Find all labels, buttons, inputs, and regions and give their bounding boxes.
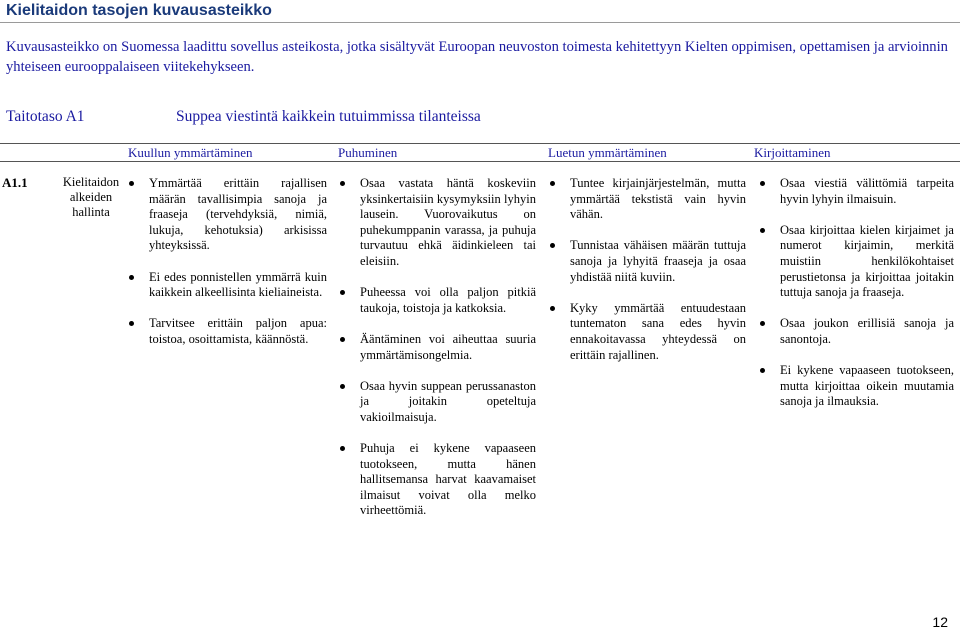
level-description: Suppea viestintä kaikkein tutuimmissa tilanteissa — [176, 108, 481, 125]
list-item: Tunnistaa vähäisen määrän tuttuja sanoja ja lyhyitä fraaseja ja osaa yhdistää niitä kuviin. — [548, 238, 746, 285]
listening-column — [127, 176, 327, 363]
list-item: Tarvitsee erittäin paljon apua: toistoa, osoittamista, käännöstä. — [127, 316, 327, 347]
column-header-listening: Kuullun ymmärtäminen — [128, 145, 253, 160]
column-header-writing: Kirjoittaminen — [754, 145, 831, 160]
list-item: Ymmärtää erittäin rajallisen määrän tavallisimpia sanoja ja fraaseja (tervehdyksiä, nimiä, lukuja, kehotuksia) arkisissa yhteyksissä. — [127, 176, 327, 254]
intro-paragraph: Kuvausasteikko on Suomessa laadittu sovellus asteikosta, jotka sisältyvät Euroopan neuvoston toimesta kehitettyyn Kielten oppimisen, opettamisen ja arvioinnin yhteiseen eurooppalaiseen viitekehykseen. — [6, 39, 948, 75]
list-item: Puheessa voi olla paljon pitkiä taukoja, toistoja ja katkoksia. — [338, 285, 536, 316]
list-item: Kyky ymmärtää entuudestaan tuntematon sana edes hyvin ennakoitavassa yhteydessä on erittäin rajallinen. — [548, 301, 746, 363]
column-header-reading: Luetun ymmärtäminen — [548, 145, 667, 160]
speaking-column — [338, 176, 536, 535]
reading-column — [548, 176, 746, 379]
writing-column — [758, 176, 954, 426]
column-header-speaking: Puhuminen — [338, 145, 398, 160]
title-bar — [0, 0, 960, 23]
list-item: Tuntee kirjainjärjestelmän, mutta ymmärtää tekstistä vain hyvin vähän. — [548, 176, 746, 223]
list-item: Osaa kirjoittaa kielen kirjaimet ja numerot kirjaimin, merkitä muistiin henkilökohtaiset perustietonsa ja kirjoittaa joitakin tuttuja sanoja ja fraaseja. — [758, 223, 954, 301]
list-item: Ei kykene vapaaseen tuotokseen, mutta kirjoittaa oikein muutamia sanoja ja ilmauksia. — [758, 363, 954, 410]
list-item: Osaa vastata häntä koskeviin yksinkertaisiin kysymyksiin lyhyin lausein. Vuorovaikutus on puhekumppanin varassa, ja puhuja turvautuu ehkä äidinkieleen tai eleisiin. — [338, 176, 536, 270]
list-item: Ääntäminen voi aiheuttaa suuria ymmärtämisongelmia. — [338, 332, 536, 363]
page-number: 12 — [932, 614, 948, 630]
page-title: Kielitaidon tasojen kuvausasteikko — [6, 2, 272, 19]
column-header-band — [0, 143, 960, 162]
row-code: A1.1 — [2, 175, 28, 190]
list-item: Osaa hyvin suppean perussanaston ja joitakin opeteltuja vakioilmaisuja. — [338, 379, 536, 426]
row-label: Kielitaidon alkeiden hallinta — [62, 175, 120, 219]
list-item: Osaa viestiä välittömiä tarpeita hyvin lyhyin ilmaisuin. — [758, 176, 954, 207]
list-item: Ei edes ponnistellen ymmärrä kuin kaikkein alkeellisinta kieliaineista. — [127, 270, 327, 301]
list-item: Osaa joukon erillisiä sanoja ja sanontoja. — [758, 316, 954, 347]
level-label: Taitotaso A1 — [6, 108, 85, 125]
list-item: Puhuja ei kykene vapaaseen tuotokseen, mutta hänen hallitsemansa harvat kaavamaiset ilmaisut voivat olla melko virheettömiä. — [338, 441, 536, 519]
